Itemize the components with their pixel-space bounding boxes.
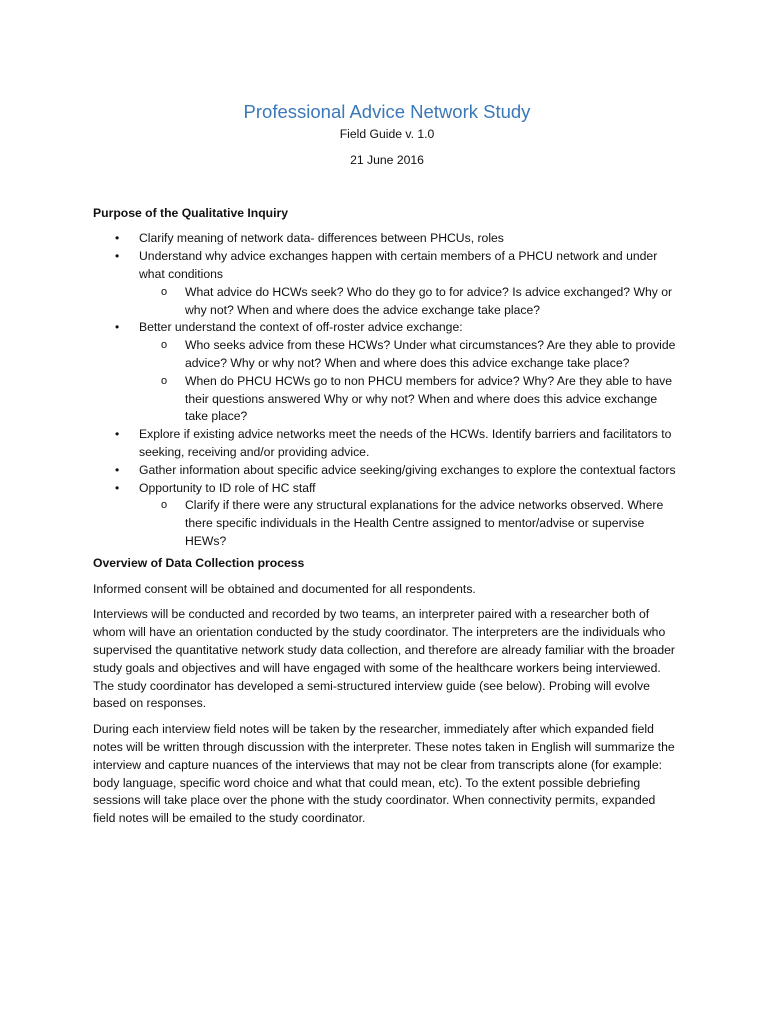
purpose-sublist [139, 337, 681, 426]
document-body [93, 100, 681, 828]
purpose-item [93, 319, 681, 426]
sub-bullet-marker: o [161, 374, 168, 387]
purpose-subitem-text: When do PHCU HCWs go to non PHCU members for advice? Why? Are they able to have their questions answered Why or why not? When and where does this advice exchange take place? [185, 373, 673, 424]
bullet-marker: • [115, 427, 120, 442]
purpose-item-text: Better understand the context of off-roster advice exchange: [139, 320, 463, 335]
sub-bullet-marker: o [161, 285, 168, 298]
bullet-marker: • [115, 320, 120, 335]
purpose-item-text: Explore if existing advice networks meet the needs of the HCWs. Identify barriers and facilitators to seeking, receiving and/or providing advice. [139, 427, 672, 459]
document-title: Professional Advice Network Study [243, 101, 531, 122]
sub-bullet-marker: o [161, 339, 168, 352]
purpose-subitem [139, 373, 681, 426]
bullet-marker: • [115, 249, 120, 264]
purpose-item-text: Opportunity to ID role of HC staff [139, 480, 316, 495]
purpose-subitem [139, 337, 681, 373]
purpose-item [93, 462, 681, 480]
bullet-marker: • [115, 231, 120, 246]
section-heading-purpose: Purpose of the Qualitative Inquiry [93, 205, 289, 220]
document-date: 21 June 2016 [350, 152, 424, 167]
purpose-sublist [139, 497, 681, 550]
purpose-item [93, 480, 681, 551]
purpose-subitem-text: Clarify if there were any structural explanations for the advice networks observed. Where there specific individuals in the Health Centre assigned to mentor/advise or supervise HEWs? [185, 498, 664, 548]
section-heading-overview: Overview of Data Collection process [93, 555, 305, 570]
purpose-subitem [139, 284, 681, 320]
purpose-item-text: Clarify meaning of network data- differences between PHCUs, roles [139, 231, 504, 246]
purpose-subitem [139, 497, 681, 550]
purpose-list [93, 230, 681, 550]
overview-paragraph: During each interview field notes will be taken by the researcher, immediately after which expanded field notes will be written through discussion with the interpreter. These notes taken in English will summarize the interview and capture nuances of the interviews that may not be clear from transcripts alone (for example: body language, specific word choice and what that could mean, etc). To the extent possible debriefing sessions will take place over the phone with the study coordinator. When connectivity permits, expanded field notes will be emailed to the study coordinator. [93, 722, 675, 826]
purpose-item-text: Understand why advice exchanges happen with certain members of a PHCU network and under what conditions [139, 249, 658, 281]
purpose-sublist [139, 284, 681, 320]
bullet-marker: • [115, 462, 120, 477]
sub-bullet-marker: o [161, 499, 168, 512]
purpose-subitem-text: What advice do HCWs seek? Who do they go to for advice? Is advice exchanged? Why or why not? When and where does the advice exchange take place? [185, 284, 673, 317]
purpose-subitem-text: Who seeks advice from these HCWs? Under what circumstances? Are they able to provide advice? Why or why not? When and where does this advice exchange take place? [185, 338, 676, 370]
purpose-item [93, 230, 681, 248]
purpose-item [93, 248, 681, 319]
bullet-marker: • [115, 480, 120, 495]
purpose-item [93, 426, 681, 462]
document-subtitle: Field Guide v. 1.0 [339, 127, 435, 141]
purpose-item-text: Gather information about specific advice seeking/giving exchanges to explore the contextual factors [139, 462, 676, 477]
overview-paragraph: Interviews will be conducted and recorded by two teams, an interpreter paired with a researcher both of whom will have an orientation conducted by the study coordinator. The interpreters are the individuals who supervised the quantitative network study data collection, and therefore are already familiar with the broader study goals and objectives and will have engaged with some of the healthcare workers being interviewed. The study coordinator has developed a semi-structured interview guide (see below). Probing will evolve based on responses. [93, 607, 675, 711]
overview-paragraph: Informed consent will be obtained and documented for all respondents. [93, 581, 476, 596]
